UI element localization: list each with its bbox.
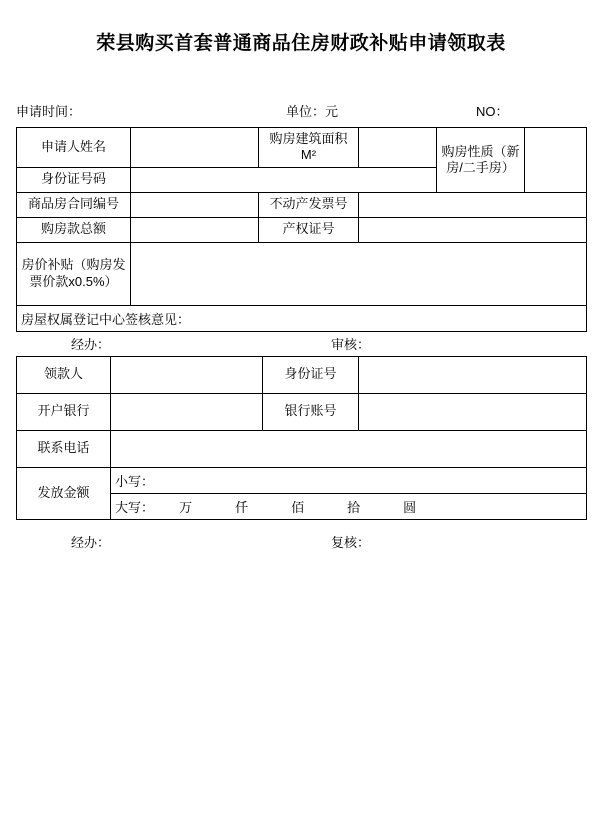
- house-nature-value[interactable]: [525, 128, 587, 193]
- amount-big-units: [158, 497, 438, 516]
- table-row: [17, 305, 587, 331]
- amount-unit-wan: 万: [179, 499, 193, 515]
- total-payment-value[interactable]: [131, 217, 259, 242]
- amount-unit-shi: 拾: [347, 499, 361, 515]
- unit-label: 单位：元: [286, 104, 339, 119]
- subsidy-value[interactable]: [131, 242, 587, 305]
- phone-value[interactable]: [111, 430, 587, 467]
- table-row: [17, 356, 587, 393]
- table-row: [17, 217, 587, 242]
- contract-no-label: 商品房合同编号: [17, 192, 131, 217]
- handler-label-2: 经办：: [71, 534, 111, 550]
- table-row: [17, 430, 587, 467]
- property-cert-value[interactable]: [359, 217, 587, 242]
- invoice-no-value[interactable]: [359, 192, 587, 217]
- handler-label-1: 经办：: [71, 336, 111, 352]
- payee-table: [16, 356, 587, 520]
- apply-time-label: 申请时间：: [16, 104, 82, 119]
- amount-label: 发放金额: [17, 467, 111, 519]
- payee-id-label: 身份证号: [263, 356, 359, 393]
- table-row: [17, 192, 587, 217]
- recheck-label-2: 复核：: [331, 534, 371, 550]
- id-number-value[interactable]: [131, 167, 437, 192]
- payee-label: 领款人: [17, 356, 111, 393]
- property-cert-label: 产权证号: [259, 217, 359, 242]
- invoice-no-label: 不动产发票号: [259, 192, 359, 217]
- meta-row: [16, 101, 586, 121]
- total-payment-label: 购房款总额: [17, 217, 131, 242]
- document-page: [0, 28, 602, 826]
- building-area-label: 购房建筑面积 M²: [259, 128, 359, 168]
- amount-small-label: 小写：: [115, 473, 155, 489]
- id-number-label: 身份证号码: [17, 167, 131, 192]
- subsidy-label: 房价补贴（购房发票价款x0.5%）: [17, 242, 131, 305]
- contract-no-value[interactable]: [131, 192, 259, 217]
- table-row: [17, 393, 587, 430]
- amount-unit-yuan: 圆: [403, 499, 417, 515]
- phone-label: 联系电话: [17, 430, 111, 467]
- review-label-1: 审核：: [331, 336, 371, 352]
- table-row: [17, 467, 587, 493]
- main-form-table: [16, 127, 587, 332]
- building-area-value[interactable]: [359, 128, 437, 168]
- amount-unit-qian: 仟: [235, 499, 249, 515]
- applicant-name-label: 申请人姓名: [17, 128, 131, 168]
- amount-big-cell[interactable]: [111, 493, 587, 519]
- amount-big-label: 大写：: [115, 499, 155, 515]
- page-title: 荣县购买首套普通商品住房财政补贴申请领取表: [96, 32, 506, 54]
- table-row: [17, 242, 587, 305]
- no-label: NO：: [476, 104, 509, 119]
- table-row: [17, 128, 587, 168]
- bank-label: 开户银行: [17, 393, 111, 430]
- registry-opinion-label[interactable]: 房屋权属登记中心签核意见：: [17, 305, 587, 331]
- signature-row-bottom: [16, 530, 586, 552]
- payee-value[interactable]: [111, 356, 263, 393]
- amount-unit-bai: 佰: [291, 499, 305, 515]
- house-nature-label: 购房性质（新房/二手房）: [437, 128, 525, 193]
- applicant-name-value[interactable]: [131, 128, 259, 168]
- payee-id-value[interactable]: [359, 356, 587, 393]
- bank-value[interactable]: [111, 393, 263, 430]
- account-label: 银行账号: [263, 393, 359, 430]
- amount-small-cell[interactable]: [111, 467, 587, 493]
- signature-row-top: [16, 332, 586, 354]
- account-value[interactable]: [359, 393, 587, 430]
